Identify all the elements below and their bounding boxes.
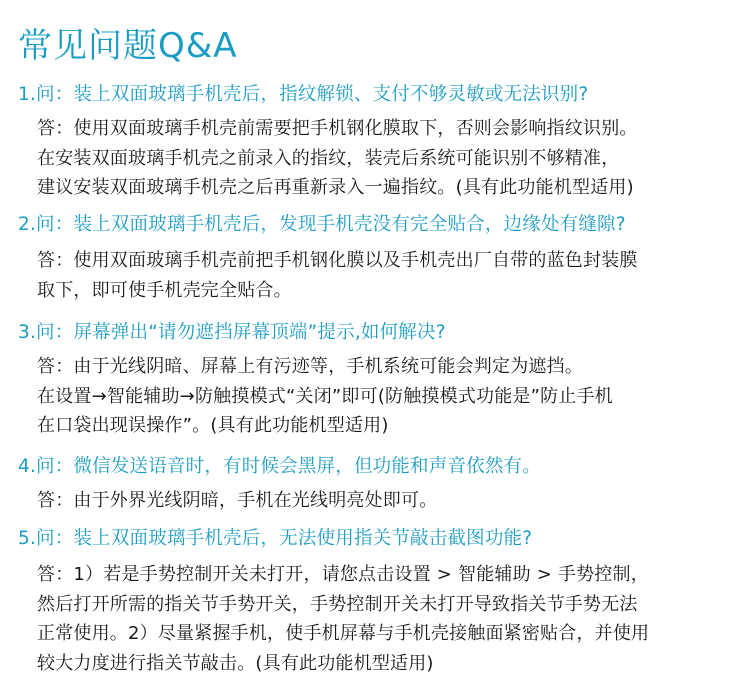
question-3: 3.问：屏幕弹出“请勿遮挡屏幕顶端”提示,如何解决?: [18, 322, 446, 343]
answer-3: 答：由于光线阴暗、屏幕上有污迹等，手机系统可能会判定为遮挡。 在设置→智能辅助→防触摸模式“关闭”即可(防触摸模式功能是”防止手机 在口袋出现误操作”。(具有此功能机型适用): [37, 356, 613, 436]
answer-5: 答：1）若是手势控制开关未打开，请您点击设置 > 智能辅助 > 手势控制， 然后打开所需的指关节手势开关，手势控制开关未打开导致指关节手势无法 正常使用。2）尽量紧握手机，使手机屏幕与手机壳接触面紧密贴合，并使用 较大力度进行指关节敲击。(具有此功能机型适用): [37, 564, 650, 674]
page-title: 常见问题Q&A: [18, 26, 238, 66]
question-4: 4.问：微信发送语音时，有时候会黑屏，但功能和声音依然有。: [18, 456, 541, 477]
answer-4: 答：由于外界光线阴暗，手机在光线明亮处即可。: [37, 490, 438, 511]
question-1: 1.问：装上双面玻璃手机壳后，指纹解锁、支付不够灵敏或无法识别?: [18, 84, 589, 105]
question-2: 2.问：装上双面玻璃手机壳后，发现手机壳没有完全贴合，边缘处有缝隙?: [18, 214, 626, 235]
answer-2: 答：使用双面玻璃手机壳前把手机钢化膜以及手机壳出厂自带的蓝色封装膜 取下，即可使手机壳完全贴合。: [37, 250, 638, 301]
question-5: 5.问：装上双面玻璃手机壳后，无法使用指关节敲击截图功能?: [18, 528, 533, 549]
answer-1: 答：使用双面玻璃手机壳前需要把手机钢化膜取下，否则会影响指纹识别。 在安装双面玻璃手机壳之前录入的指纹，装壳后系统可能识别不够精准， 建议安装双面玻璃手机壳之后再重新录入一遍指纹。(具有此功能机型适用): [37, 118, 638, 198]
